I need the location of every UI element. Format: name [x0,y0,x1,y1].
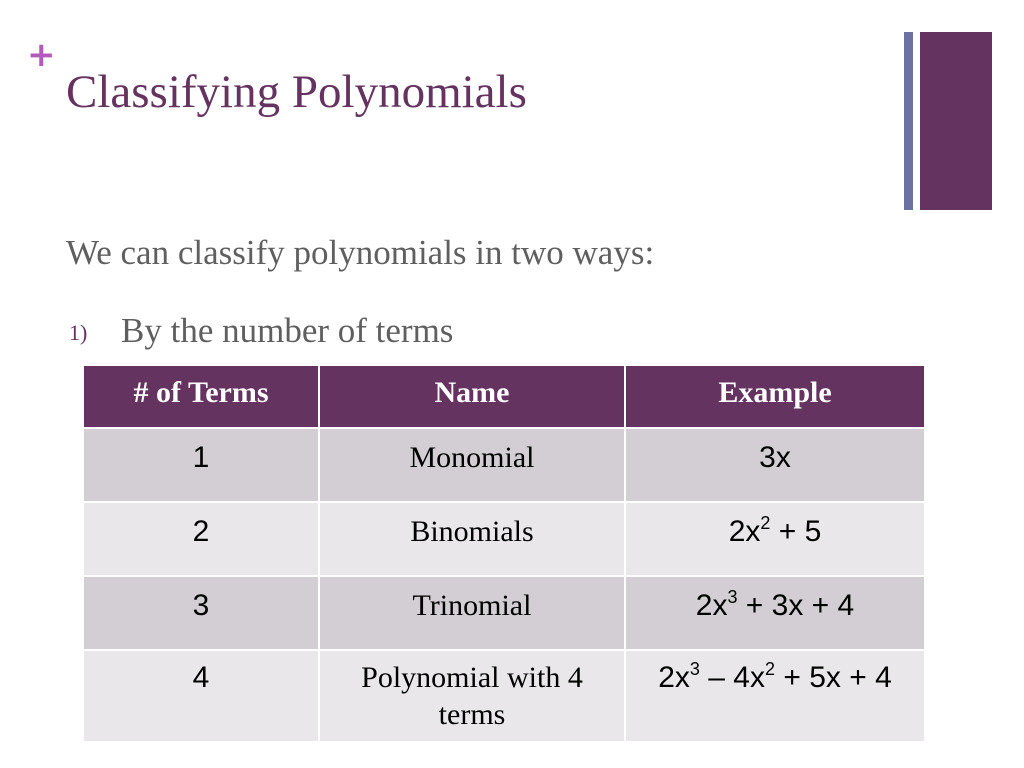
example-text: – 4x [699,661,765,694]
list-number: 1) [69,320,88,345]
example-text: + 5 [770,515,822,548]
header-num-terms: # of Terms [83,365,319,428]
example-text: + 3x + 4 [737,589,855,622]
cell-num-terms: 1 [83,428,319,502]
table-row [83,502,925,576]
table-header-row [83,365,925,428]
header-example: Example [625,365,925,428]
slide-title: Classifying Polynomials [66,66,527,118]
cell-example [625,576,925,650]
cell-num-terms: 4 [83,650,319,742]
example-exponent: 3 [689,659,700,679]
example-exponent: 3 [727,587,738,607]
cell-example [625,428,925,502]
example-text: + 5x + 4 [775,661,892,694]
example-exponent: 2 [764,659,775,679]
decorative-bar-thin [904,32,913,210]
cell-name: Binomials [319,502,625,576]
list-item-text: By the number of terms [121,311,454,350]
example-exponent: 2 [760,513,771,533]
example-text: 2x [658,661,690,694]
example-text: 2x [695,589,728,622]
header-name: Name [319,365,625,428]
cell-example [625,650,925,742]
classification-table [82,364,926,743]
example-text: 3x [759,441,791,474]
plus-icon: + [27,35,56,75]
table-row [83,428,925,502]
cell-num-terms: 2 [83,502,319,576]
decorative-bar-thick [920,32,992,210]
cell-name: Polynomial with 4 terms [319,650,625,742]
cell-name: Monomial [319,428,625,502]
table-row [83,650,925,742]
cell-num-terms: 3 [83,576,319,650]
cell-example [625,502,925,576]
table-row [83,576,925,650]
cell-name: Trinomial [319,576,625,650]
example-text: 2x [728,515,761,548]
intro-text: We can classify polynomials in two ways: [66,233,655,272]
